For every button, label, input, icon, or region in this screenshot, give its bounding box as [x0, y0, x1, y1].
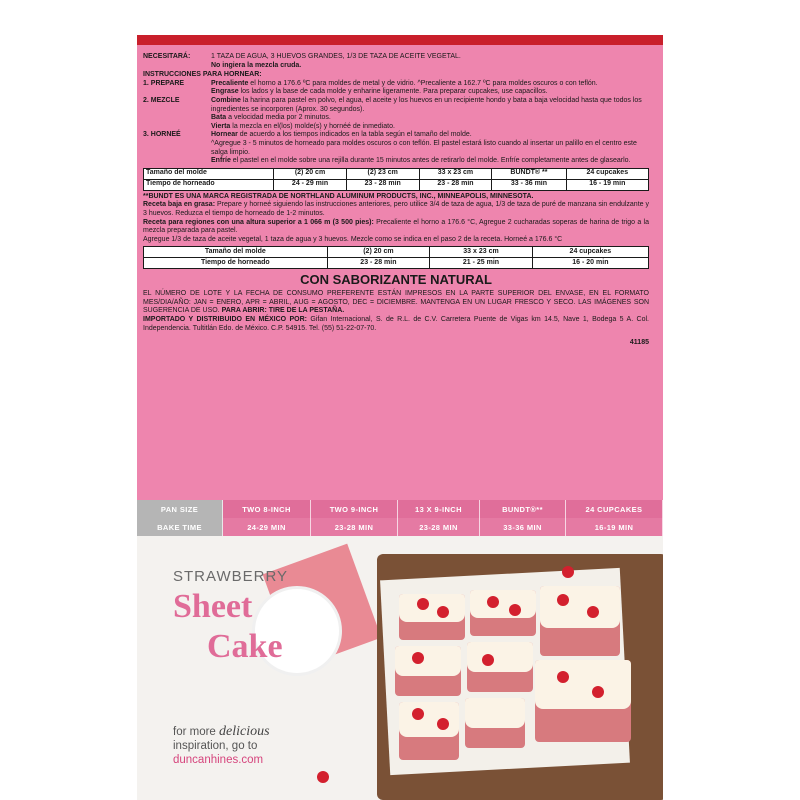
strawberry-image — [557, 594, 569, 606]
cake-slice-image — [540, 586, 620, 656]
low-fat-bold: Receta baja en grasa: — [143, 201, 216, 209]
strawberry-image — [412, 708, 424, 720]
cake-slice-image — [465, 698, 525, 748]
table-cell: 23 - 28 min — [327, 258, 430, 269]
lot-info-text: EL NÚMERO DE LOTE Y LA FECHA DE CONSUMO PREFERENTE ESTÁN IMPRESOS EN LA PARTE SUPERIOR DEL ENVASE, EN EL FORMATO MES/DIA/AÑO: JAN = ENERO, APR = ABRIL, AUG = AGOSTO, DEC = DICIEMBRE. MANTENGA EN UN LUGAR FRESCO Y SECO. LAS IMÁGENES SON SUGERENCIA DE USO. — [143, 290, 649, 315]
delicious-text: delicious — [219, 724, 270, 739]
pan-size-cell: TWO 8-INCH — [223, 500, 311, 518]
table-cell: 21 - 25 min — [430, 258, 533, 269]
importer-text: Gifan Internacional, S. de R.L. de C.V. Carretera Puente de Vigas km 14.5, Nave 1, Bodega 5 A. Col. Independencia. Tultitlán Edo. de México. C.P. 54915. Tel. (55) 51-22-07-70. — [143, 316, 649, 332]
bake-table-altitude — [143, 246, 649, 269]
cake-slice-image — [535, 660, 631, 742]
pan-size-label: PAN SIZE — [137, 500, 223, 518]
table-cell: 16 - 20 min — [532, 258, 648, 269]
altitude-text-2: Agregue 1/3 de taza de aceite vegetal, 1 taza de agua y 3 huevos. Mezcle como se indica en el paso 2 de la receta. Horneé a 176.6 °C — [143, 235, 563, 243]
package-back-panel — [137, 35, 663, 800]
table-cell: 16 - 19 min — [566, 179, 648, 190]
step-mix-label: 2. MEZCLE — [143, 96, 180, 104]
bake-time-cell: 23-28 MIN — [311, 518, 398, 536]
table-size-label: Tamaño del molde — [144, 168, 274, 179]
raw-mix-warning: No ingiera la mezcla cruda. — [211, 61, 302, 69]
needs-row — [143, 53, 649, 62]
preheat-bold: Precaliente — [211, 79, 249, 87]
table-row — [144, 258, 649, 269]
preheat-text: el horno a 176.6 ºC para moldes de metal y de vidrio. ^Precaliente a 162.7 ºC para moldes oscuros o con teflón. — [248, 79, 598, 87]
english-bake-table — [137, 500, 663, 536]
bake-time-cell: 23-28 MIN — [398, 518, 480, 536]
low-fat-text: Prepare y horneé siguiendo las instrucciones anteriores, pero utilice 3/4 de taza de agua, 1/3 de taza de puré de manzana sin endulzante y 3 huevos. Reduzca el tiempo de horneado de 1-2 minutos. — [143, 201, 649, 217]
flavor-label: STRAWBERRY — [173, 568, 289, 585]
lot-number: 41185 — [629, 339, 649, 347]
table-cell: BUNDT® ** — [492, 168, 566, 179]
cake-slice-image — [467, 642, 533, 692]
dark-pan-note: ^Agregue 3 - 5 minutos de horneado para moldes oscuros o con teflón. El pastel estará listo cuando al insertar un palillo en el centro este salga limpio. — [211, 139, 637, 156]
table-time-label: Tiempo de horneado — [144, 179, 274, 190]
cool-text: el pastel en el molde sobre una rejilla durante 15 minutos antes de retirarlo del molde. Enfríe completamente antes de glasearlo. — [230, 157, 631, 165]
strawberry-image — [487, 596, 499, 608]
pour-text: la mezcla en el(los) molde(s) y hornéé de inmediato. — [230, 122, 395, 130]
strawberry-image — [509, 604, 521, 616]
table-row — [144, 247, 649, 258]
strawberry-image — [417, 598, 429, 610]
product-title-line1: Sheet — [173, 588, 253, 625]
strawberry-image — [437, 718, 449, 730]
table-size-label: Tamaño del molde — [144, 247, 328, 258]
table-cell: 33 - 36 min — [492, 179, 566, 190]
product-name — [173, 568, 288, 665]
strawberry-image — [412, 652, 424, 664]
strawberry-image — [557, 671, 569, 683]
table-cell: 24 - 29 min — [274, 179, 347, 190]
needs-text: 1 TAZA DE AGUA, 3 HUEVOS GRANDES, 1/3 DE TAZA DE ACEITE VEGETAL. — [211, 53, 461, 60]
table-cell: (2) 20 cm — [274, 168, 347, 179]
open-instructions: PARA ABRIR: TIRE DE LA PESTAÑA. — [219, 307, 345, 315]
grease-text: los lados y la base de cada molde y enharine ligeramente. Para preparar cupcakes, use capacillos. — [238, 88, 548, 96]
beat-text: a velocidad media por 2 minutos. — [226, 114, 331, 122]
table-cell: 33 x 23 cm — [430, 247, 533, 258]
bake-time-cell: 33-36 MIN — [480, 518, 566, 536]
needs-label: NECESITARÁ: — [143, 53, 191, 60]
table-cell: (2) 20 cm — [327, 247, 430, 258]
cake-slice-image — [399, 702, 459, 760]
strawberry-image — [317, 771, 329, 783]
step-prepare — [143, 80, 649, 89]
step-bake-label: 3. HORNEÉ — [143, 131, 181, 139]
for-more-text: for more — [173, 726, 220, 738]
website-link[interactable]: duncanhines.com — [173, 754, 264, 766]
instructions-panel — [137, 45, 663, 532]
step-mix — [143, 97, 649, 114]
table-time-label: Tiempo de horneado — [144, 258, 328, 269]
cake-slice-image — [399, 594, 465, 640]
table-row — [144, 168, 649, 179]
pan-size-cell: BUNDT®** — [480, 500, 566, 518]
table-cell: 33 x 23 cm — [419, 168, 492, 179]
natural-flavor-heading: CON SABORIZANTE NATURAL — [300, 272, 492, 288]
cool-bold: Enfríe — [211, 157, 231, 165]
beat-bold: Bata — [211, 114, 227, 122]
importer-bold: IMPORTADO Y DISTRIBUIDO EN MÉXICO POR: — [143, 316, 307, 324]
combine-text: la harina para pastel en polvo, el agua, el aceite y los huevos en un recipiente hondo y bata a baja velocidad hasta que todos los ingredientes se incorporen (Aprox. 30 segundos). — [211, 96, 642, 113]
step-prepare-label: 1. PREPARE — [143, 79, 185, 87]
grease-bold: Engrase — [211, 88, 239, 96]
table-cell: 24 cupcakes — [566, 168, 648, 179]
bake-bold: Hornear — [211, 131, 238, 139]
table-cell: 24 cupcakes — [532, 247, 648, 258]
inspiration-footer — [173, 725, 270, 767]
bake-text: de acuerdo a los tiempos indicados en la tabla según el tamaño del molde. — [237, 131, 472, 139]
strawberry-image — [587, 606, 599, 618]
table-cell: (2) 23 cm — [346, 168, 419, 179]
pour-bold: Vierta — [211, 122, 231, 130]
table-row — [144, 179, 649, 190]
combine-bold: Combine — [211, 96, 241, 104]
cake-slice-image — [470, 590, 536, 636]
strawberry-image — [437, 606, 449, 618]
strawberry-image — [562, 566, 574, 578]
product-title-line2: Cake — [207, 628, 283, 665]
instructions-title: INSTRUCCIONES PARA HORNEAR: — [143, 71, 262, 79]
bundt-note: **BUNDT ES UNA MARCA REGISTRADA DE NORTHLAND ALUMINUM PRODUCTS, INC., MINNEAPOLIS, MINNESOTA. — [143, 192, 534, 200]
table-cell: 23 - 28 min — [419, 179, 492, 190]
inspiration-text: inspiration, go to — [173, 740, 258, 752]
step-bake — [143, 131, 649, 140]
bake-time-cell: 16-19 MIN — [566, 518, 663, 536]
pan-size-cell: 13 X 9-INCH — [398, 500, 480, 518]
bake-table-main — [143, 168, 649, 191]
red-top-band — [137, 35, 663, 45]
cake-slice-image — [395, 646, 461, 696]
altitude-text: Precaliente el horno a 176.6 °C, Agregue 2 cucharadas soperas de harina de trigo a la mezcla preparada para pastel. — [143, 218, 649, 235]
table-cell: 23 - 28 min — [346, 179, 419, 190]
pan-size-cell: 24 CUPCAKES — [566, 500, 663, 518]
pan-size-cell: TWO 9-INCH — [311, 500, 398, 518]
strawberry-image — [482, 654, 494, 666]
bake-time-cell: 24-29 MIN — [223, 518, 311, 536]
strawberry-image — [592, 686, 604, 698]
bake-time-label: BAKE TIME — [137, 518, 223, 536]
altitude-bold: Receta para regiones con una altura superior a 1 066 m (3 500 pies): — [143, 218, 374, 226]
